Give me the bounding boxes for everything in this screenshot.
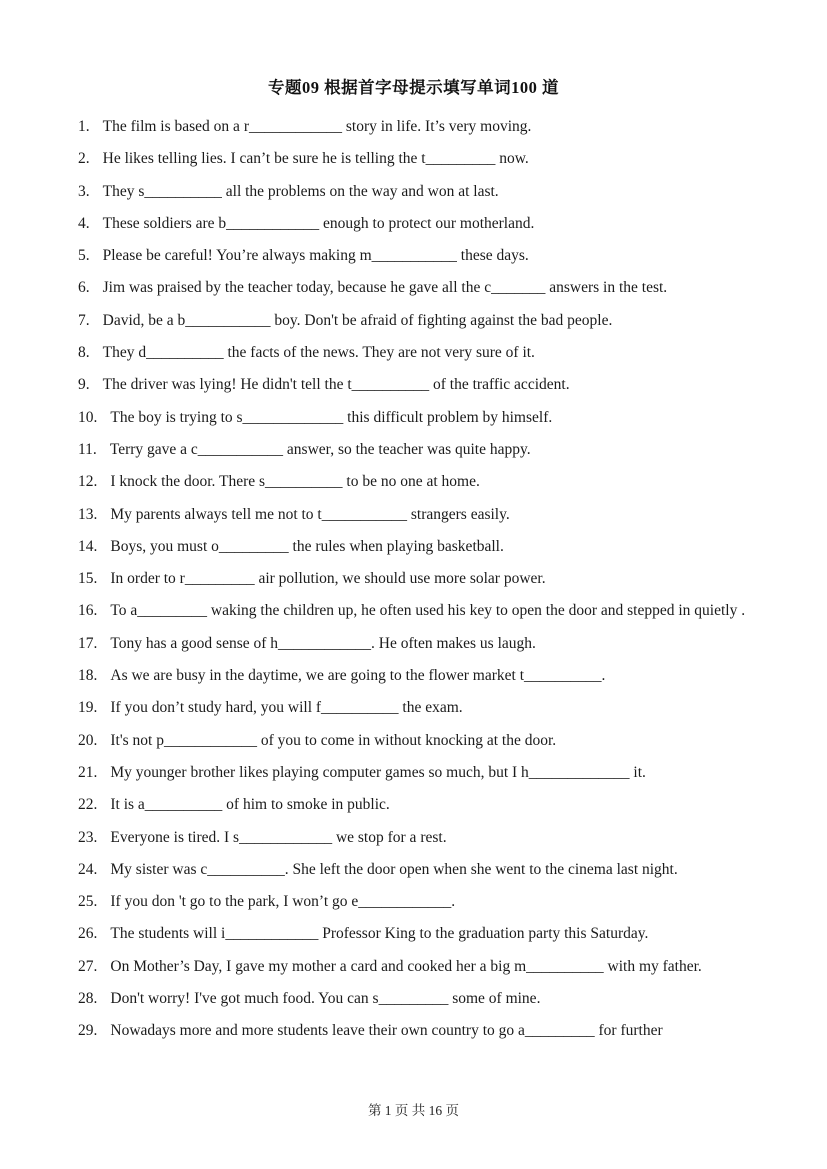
question-item (78, 886, 795, 918)
question-item (78, 272, 795, 304)
page-footer: 第 1 页 共 16 页 (367, 1103, 460, 1118)
question-item (78, 466, 795, 498)
question-text: The students will i____________ Professor King to the graduation party this Saturday. (110, 925, 649, 943)
question-text: David, be a b___________ boy. Don't be afraid of fighting against the bad people. (102, 311, 613, 329)
question-number: 29. (78, 1022, 98, 1040)
question-number: 22. (78, 796, 98, 814)
question-text: It's not p____________ of you to come in without knocking at the door. (110, 731, 557, 749)
question-number: 11. (78, 440, 97, 458)
question-item (78, 305, 795, 337)
question-text: Boys, you must o_________ the rules when playing basketball. (110, 537, 504, 555)
question-number: 14. (78, 537, 98, 555)
question-text: Don't worry! I've got much food. You can s_________ some of mine. (110, 990, 541, 1008)
question-number: 7. (78, 311, 90, 329)
question-text: My parents always tell me not to t___________ strangers easily. (110, 505, 510, 523)
question-text: The boy is trying to s_____________ this difficult problem by himself. (110, 408, 553, 426)
question-item (78, 757, 795, 789)
question-item (78, 983, 795, 1015)
question-number: 16. (78, 602, 98, 620)
question-number: 23. (78, 828, 98, 846)
question-number: 4. (78, 214, 90, 232)
question-item (78, 402, 795, 434)
question-number: 15. (78, 570, 98, 588)
question-item (78, 434, 795, 466)
question-text: Everyone is tired. I s____________ we stop for a rest. (110, 828, 447, 846)
question-item (78, 595, 795, 627)
question-item (78, 660, 795, 692)
question-text: Terry gave a c___________ answer, so the teacher was quite happy. (109, 440, 531, 458)
question-item (78, 531, 795, 563)
question-text: If you don 't go to the park, I won’t go e____________. (110, 893, 456, 911)
question-text: If you don’t study hard, you will f__________ the exam. (110, 699, 463, 717)
question-number: 10. (78, 408, 98, 426)
question-text: Tony has a good sense of h____________. He often makes us laugh. (110, 634, 536, 652)
question-list (0, 111, 827, 1048)
question-text: On Mother’s Day, I gave my mother a card and cooked her a big m__________ with my father. (110, 957, 702, 975)
question-item (78, 822, 795, 854)
question-number: 12. (78, 473, 98, 491)
question-item (78, 208, 795, 240)
question-item (78, 563, 795, 595)
question-text: My sister was c__________. She left the door open when she went to the cinema last night. (110, 860, 678, 878)
question-text: They d__________ the facts of the news. They are not very sure of it. (102, 344, 535, 362)
question-item (78, 918, 795, 950)
question-text: They s__________ all the problems on the way and won at last. (102, 182, 499, 200)
question-item (78, 1015, 795, 1047)
question-number: 17. (78, 634, 98, 652)
question-number: 3. (78, 182, 90, 200)
question-item (78, 854, 795, 886)
question-number: 25. (78, 893, 98, 911)
question-item (78, 789, 795, 821)
question-text: In order to r_________ air pollution, we should use more solar power. (110, 570, 546, 588)
question-item (78, 725, 795, 757)
question-number: 8. (78, 344, 90, 362)
question-text: To a_________ waking the children up, he often used his key to open the door and stepped in quietly . (110, 602, 746, 620)
question-text: Please be careful! You’re always making m___________ these days. (102, 247, 529, 265)
question-number: 21. (78, 763, 98, 781)
question-text: The driver was lying! He didn't tell the t__________ of the traffic accident. (102, 376, 570, 394)
question-item (78, 176, 795, 208)
question-number: 28. (78, 990, 98, 1008)
question-number: 26. (78, 925, 98, 943)
question-text: He likes telling lies. I can’t be sure he is telling the t_________ now. (102, 150, 529, 168)
question-item (78, 951, 795, 983)
question-text: The film is based on a r____________ story in life. It’s very moving. (102, 118, 532, 135)
question-number: 13. (78, 505, 98, 523)
question-item (78, 337, 795, 369)
question-number: 2. (78, 150, 90, 168)
question-number: 27. (78, 957, 98, 975)
question-item (78, 143, 795, 175)
question-item (78, 628, 795, 660)
question-item (78, 499, 795, 531)
question-item (78, 240, 795, 272)
question-number: 24. (78, 860, 98, 878)
question-text: It is a__________ of him to smoke in public. (110, 796, 390, 814)
question-number: 18. (78, 667, 98, 685)
question-text: These soldiers are b____________ enough to protect our motherland. (102, 214, 535, 232)
question-text: My younger brother likes playing computer games so much, but I h_____________ it. (110, 763, 646, 781)
question-text: I knock the door. There s__________ to be no one at home. (110, 473, 480, 491)
question-item (78, 111, 795, 143)
question-number: 9. (78, 376, 90, 394)
question-item (78, 369, 795, 401)
question-number: 6. (78, 279, 90, 297)
question-number: 1. (78, 118, 90, 135)
question-number: 5. (78, 247, 90, 265)
question-number: 20. (78, 731, 98, 749)
page-title: 专题09 根据首字母提示填写单词100 道 (268, 78, 559, 97)
question-text: As we are busy in the daytime, we are going to the flower market t__________. (110, 667, 606, 685)
question-text: Jim was praised by the teacher today, because he gave all the c_______ answers in the test. (102, 279, 668, 297)
question-number: 19. (78, 699, 98, 717)
question-text: Nowadays more and more students leave their own country to go a_________ for further (110, 1022, 663, 1040)
question-item (78, 692, 795, 724)
